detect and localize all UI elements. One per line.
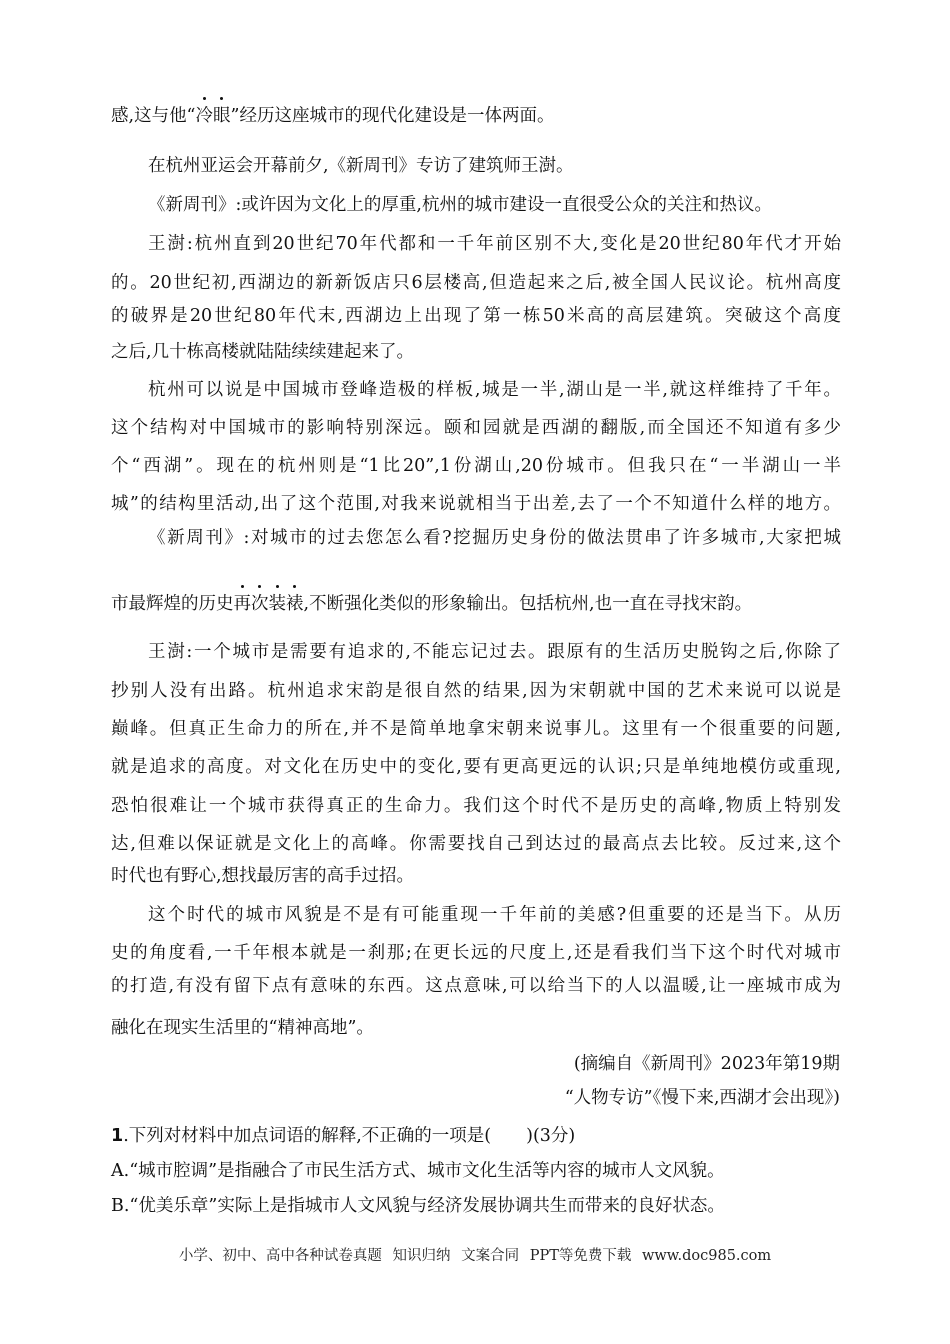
text-line-08: 杭州可以说是中国城市登峰造极的样板,城是一半,湖山是一半,就这样维持了千年。 [148, 380, 841, 400]
page-footer [0, 1246, 950, 1266]
text-line-15: 抄别人没有出路。杭州追求宋韵是很自然的结果,因为宋朝就中国的艺术来说可以说是 [111, 681, 841, 701]
text-line-02: 在杭州亚运会开幕前夕,《新周刊》专访了建筑师王澍。 [148, 156, 574, 176]
text-line-09: 这个结构对中国城市的影响特别深远。颐和园就是西湖的翻版,而全国还不知道有多少 [111, 418, 841, 438]
source-citation-1: (摘编自《新周刊》2023年第19期 [573, 1054, 840, 1074]
text-line-16: 巅峰。但真正生命力的所在,并不是简单地拿宋朝来说事儿。这里有一个很重要的问题, [111, 719, 841, 739]
footer-text: 知识归纳 [392, 1248, 451, 1264]
question-number: 1 [111, 1126, 124, 1146]
text-line-07: 之后,几十栋高楼就陆陆续续建起来了。 [111, 342, 415, 362]
question-stem: 1.下列对材料中加点词语的解释,不正确的一项是( )(3分) [111, 1126, 576, 1146]
text-line-05: 的。20世纪初,西湖边的新新饭店只6层楼高,但造起来之后,被全国人民议论。杭州高度 [111, 273, 841, 293]
text-line-14: 王澍:一个城市是需要有追求的,不能忘记过去。跟原有的生活历史脱钩之后,你除了 [148, 642, 841, 662]
question-option-a: A.“城市腔调”是指融合了市民生活方式、城市文化生活等内容的城市人文风貌。 [111, 1161, 725, 1181]
footer-text: PPT等免费下载 [529, 1248, 632, 1264]
text-line-11: 城”的结构里活动,出了这个范围,对我来说就相当于出差,去了一个不知道什么样的地方。 [111, 494, 841, 514]
footer-url: www.doc985.com [641, 1248, 772, 1264]
text-line-20: 时代也有野心,想找最厉害的高手过招。 [111, 866, 415, 886]
emphasis-char: 冷 [195, 106, 214, 126]
text-line-17: 就是追求的高度。对文化在历史中的变化,要有更高更远的认识;只是单纯地模仿或重现, [111, 757, 841, 777]
footer-text: 小学、初中、高中各种试卷真题 [178, 1248, 382, 1264]
text-line-19: 达,但难以保证就是文化上的高峰。你需要找自己到达过的最高点去比较。反过来,这个 [111, 834, 841, 854]
text-line-24: 融化在现实生活里的“精神高地”。 [111, 1018, 374, 1038]
emphasis-char: 眼 [213, 106, 231, 126]
footer-text: 文案合同 [461, 1248, 520, 1264]
question-option-b: B.“优美乐章”实际上是指城市人文风貌与经济发展协调共生而带来的良好状态。 [111, 1196, 725, 1216]
text-line-18: 恐怕很难让一个城市获得真正的生命力。我们这个时代不是历史的高峰,物质上特别发 [111, 796, 841, 816]
text-line-21: 这个时代的城市风貌是不是有可能重现一千年前的美感?但重要的还是当下。从历 [148, 905, 841, 925]
text-line-03: 《新周刊》:或许因为文化上的厚重,杭州的城市建设一直很受公众的关注和热议。 [148, 195, 772, 215]
emphasis-char: 装 [268, 594, 286, 614]
emphasis-char: 次 [251, 594, 269, 614]
text-line-22: 史的角度看,一千年根本就是一刹那;在更长远的尺度上,还是看我们当下这个时代对城市 [111, 943, 841, 963]
text-line-13: 市最辉煌的历史再次装裱,不断强化类似的形象输出。包括杭州,也一直在寻找宋韵。 [111, 594, 753, 614]
text-line-23: 的打造,有没有留下点有意味的东西。这点意味,可以给当下的人以温暖,让一座城市成为 [111, 976, 841, 996]
text-line-10: 个“西湖”。现在的杭州则是“1比20”,1份湖山,20份城市。但我只在“一半湖山一半 [111, 456, 841, 476]
text-line-01: 感,这与他“冷眼”经历这座城市的现代化建设是一体两面。 [111, 106, 555, 126]
emphasis-char: 裱 [286, 594, 304, 614]
source-citation-2: “人物专访”《慢下来,西湖才会出现》) [564, 1088, 840, 1108]
text-line-12: 《新周刊》:对城市的过去您怎么看?挖掘历史身份的做法贯串了许多城市,大家把城 [148, 528, 841, 548]
text-line-04: 王澍:杭州直到20世纪70年代都和一千年前区别不大,变化是20世纪80年代才开始 [148, 234, 841, 254]
text-line-06: 的破界是20世纪80年代末,西湖边上出现了第一栋50米高的高层建筑。突破这个高度 [111, 306, 841, 326]
emphasis-char: 再 [233, 594, 251, 614]
